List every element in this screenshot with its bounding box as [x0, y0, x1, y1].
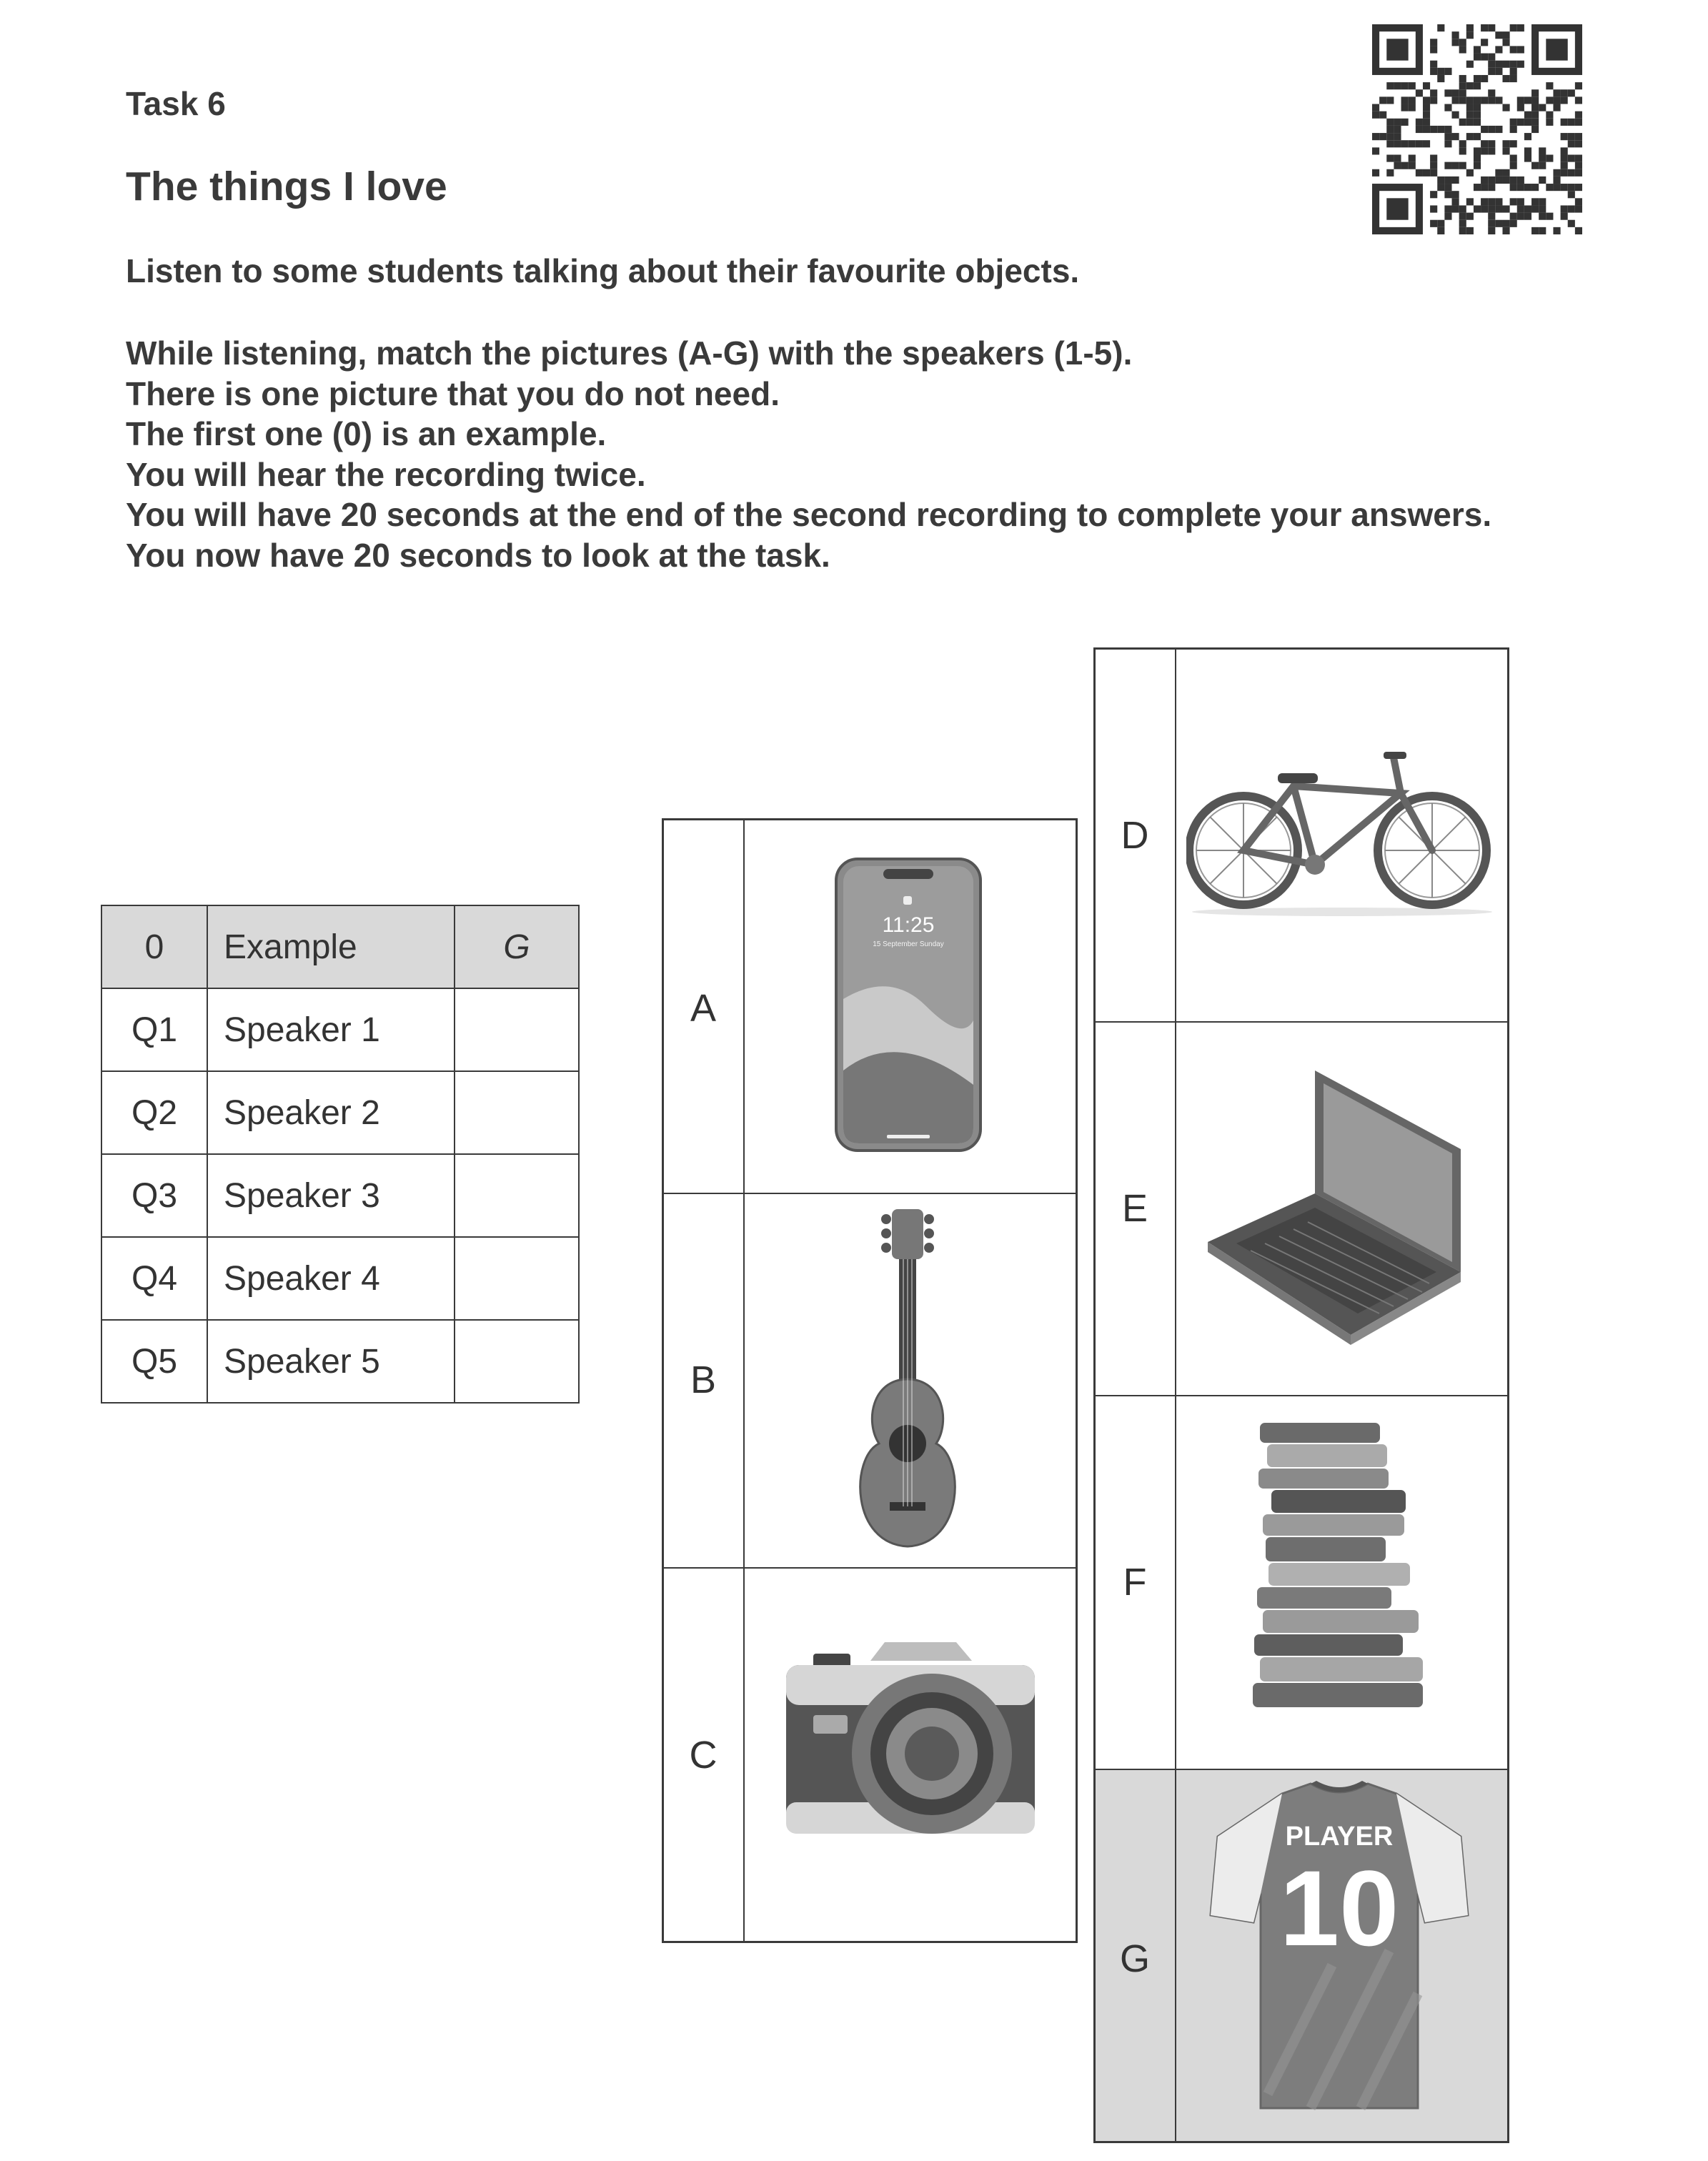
row-answer: G: [455, 905, 579, 988]
picture-letter-a: A: [690, 987, 717, 1030]
table-row-example: [101, 905, 579, 988]
svg-text:15 September Sunday: 15 September Sunday: [873, 940, 944, 948]
row-speaker: Speaker 3: [207, 1154, 455, 1237]
football-shirt-image: [1203, 1779, 1475, 2115]
row-number: Q2: [101, 1071, 207, 1154]
row-divider: [1093, 1395, 1509, 1396]
instruction-line: There is one picture that you do not need.: [126, 374, 780, 412]
answer-cell[interactable]: [455, 1320, 579, 1403]
row-divider: [1093, 1021, 1509, 1023]
bicycle-image: [1186, 743, 1498, 919]
task-intro: Listen to some students talking about their favourite objects.: [126, 252, 1080, 289]
table-row: [101, 1071, 579, 1154]
picture-letter-c: C: [689, 1734, 718, 1777]
row-speaker: Speaker 1: [207, 988, 455, 1071]
svg-text:PLAYER: PLAYER: [1285, 1822, 1394, 1852]
row-divider: [662, 1193, 1078, 1194]
instruction-line: While listening, match the pictures (A-G) with the speakers (1-5).: [126, 334, 1133, 372]
answer-cell[interactable]: [455, 1154, 579, 1237]
row-number: Q1: [101, 988, 207, 1071]
picture-letter-e: E: [1121, 1187, 1148, 1230]
svg-text:10: 10: [1279, 1848, 1399, 1968]
row-speaker: Speaker 2: [207, 1071, 455, 1154]
smartphone-image: [833, 856, 983, 1153]
table-row: [101, 1237, 579, 1320]
answer-table: [101, 905, 580, 1404]
task-label: Task 6: [126, 85, 226, 122]
picture-letter-d: D: [1121, 814, 1149, 857]
row-number: Q3: [101, 1154, 207, 1237]
camera-image: [785, 1639, 1036, 1854]
guitar-image: [829, 1208, 986, 1551]
row-speaker: Speaker 4: [207, 1237, 455, 1320]
picture-letter-f: F: [1123, 1561, 1147, 1604]
table-row: [101, 988, 579, 1071]
qr-code: [1372, 24, 1582, 234]
answer-cell[interactable]: [455, 1237, 579, 1320]
svg-text:11:25: 11:25: [882, 913, 935, 937]
instruction-line: You will have 20 seconds at the end of the second recording to complete your answers.: [126, 496, 1492, 533]
row-number: Q4: [101, 1237, 207, 1320]
table-row: [101, 1154, 579, 1237]
laptop-image: [1208, 1063, 1472, 1349]
row-number: 0: [101, 905, 207, 988]
task-instructions: [126, 333, 1491, 575]
instruction-line: The first one (0) is an example.: [126, 415, 607, 452]
column-divider: [743, 818, 745, 1943]
table-row: [101, 1320, 579, 1403]
instruction-line: You will hear the recording twice.: [126, 455, 646, 493]
row-speaker: Speaker 5: [207, 1320, 455, 1403]
task-title: The things I love: [126, 164, 447, 209]
row-divider: [1093, 1769, 1509, 1770]
row-number: Q5: [101, 1320, 207, 1403]
answer-cell[interactable]: [455, 988, 579, 1071]
row-divider: [662, 1567, 1078, 1569]
books-image: [1249, 1421, 1435, 1728]
picture-letter-g: G: [1119, 1937, 1150, 1980]
answer-cell[interactable]: [455, 1071, 579, 1154]
instruction-line: You now have 20 seconds to look at the task.: [126, 536, 830, 574]
picture-letter-b: B: [690, 1358, 717, 1401]
row-speaker: Example: [207, 905, 455, 988]
